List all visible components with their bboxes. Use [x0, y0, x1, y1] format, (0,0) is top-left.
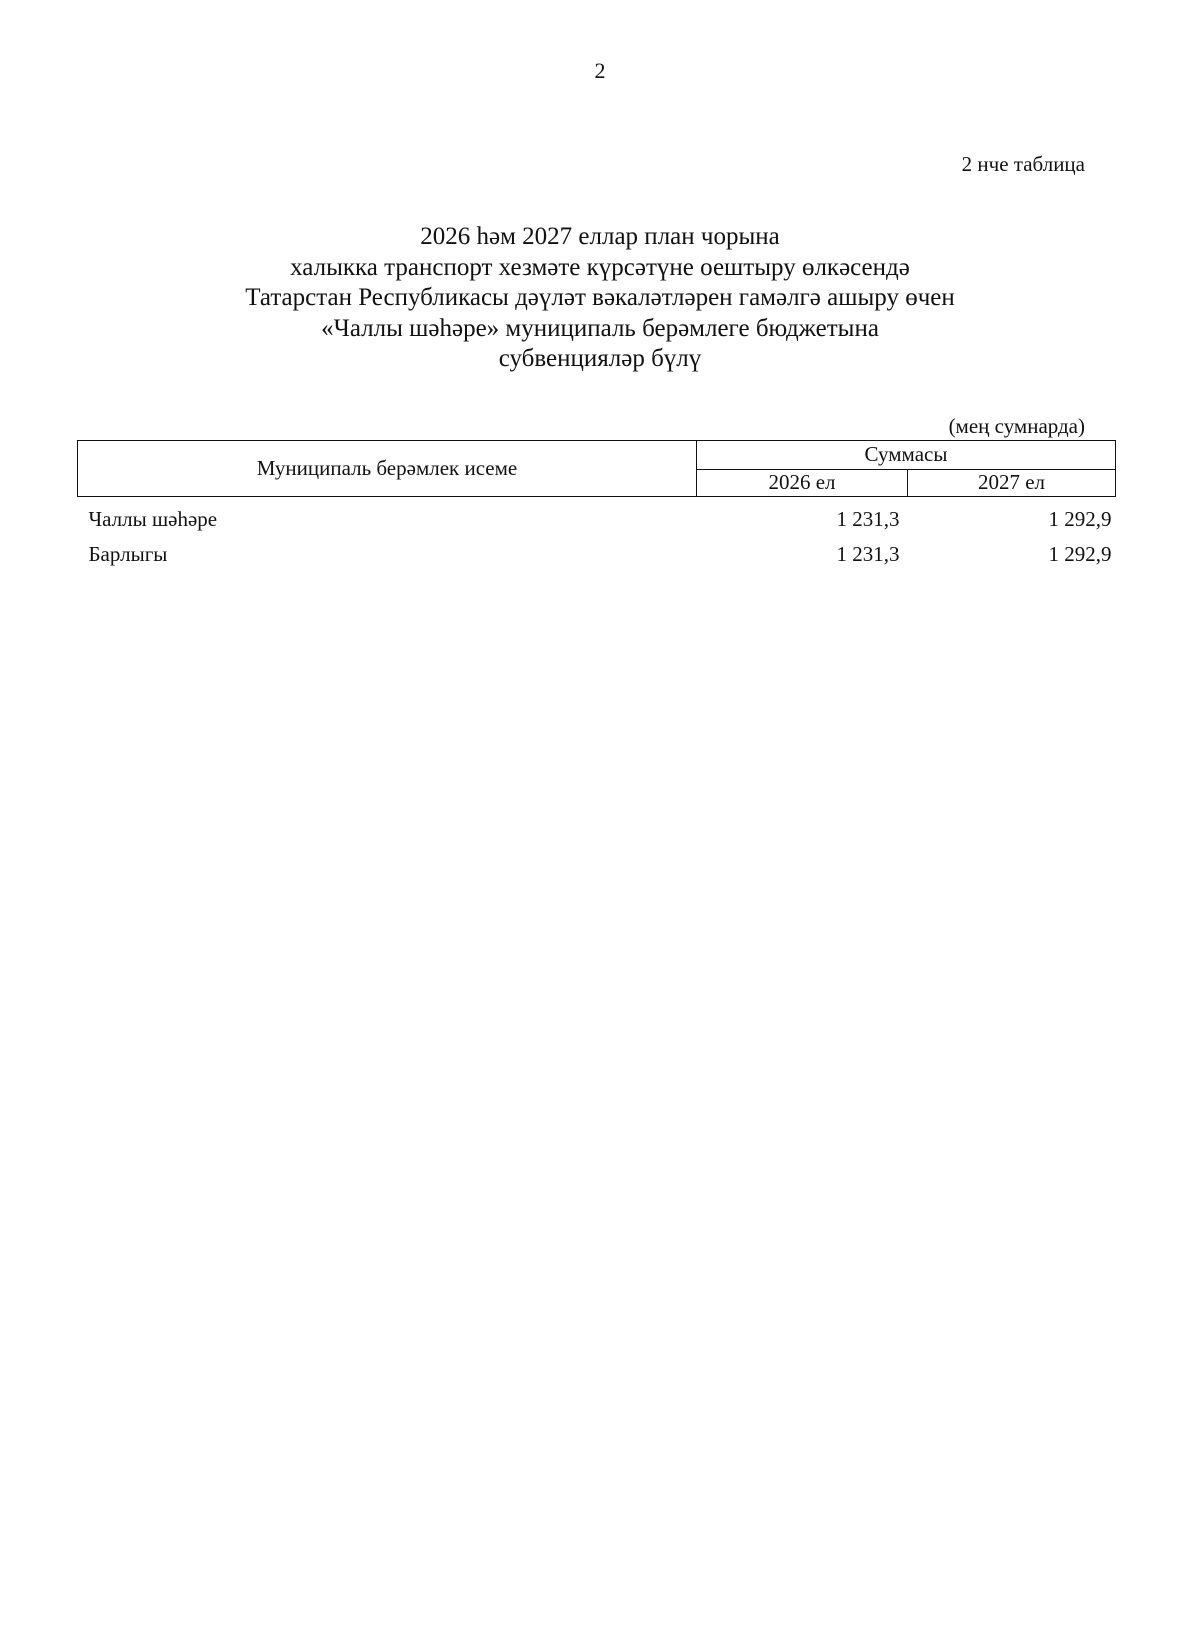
header-sum: Суммасы [697, 441, 1116, 470]
total-2026: 1 231,3 [836, 541, 900, 566]
title-line: Татарстан Республикасы дәүләт вәкаләтләрен гамәлгә ашыру өчен [245, 284, 955, 311]
title-line: 2026 һәм 2027 еллар план чорына [420, 223, 780, 250]
total-2027: 1 292,9 [1048, 541, 1112, 566]
header-year-2026: 2026 ел [697, 469, 908, 497]
amount-2026: 1 231,3 [836, 506, 900, 531]
title-line: халыкка транспорт хезмәте күрсәтүне оештыру өлкәсендә [290, 253, 910, 281]
amount-2027: 1 292,9 [1048, 506, 1112, 531]
table-label: 2 нче таблица [961, 152, 1085, 176]
title-line: «Чаллы шәһәре» муниципаль берәмлеге бюджетына [321, 314, 879, 342]
title-line: субвенцияләр бүлү [498, 345, 702, 372]
header-year-2027: 2027 ел [908, 469, 1116, 497]
document-title [0, 222, 1200, 375]
page-number: 2 [594, 58, 606, 83]
table-row [78, 497, 1116, 536]
table-row-total [78, 535, 1116, 573]
total-label: Барлыгы [88, 541, 168, 566]
municipality-name: Чаллы шәһәре [88, 506, 218, 531]
subvention-table [77, 440, 1116, 573]
units-note: (мең сумнарда) [948, 414, 1085, 438]
header-municipality-name: Муниципаль берәмлек исеме [78, 441, 697, 497]
